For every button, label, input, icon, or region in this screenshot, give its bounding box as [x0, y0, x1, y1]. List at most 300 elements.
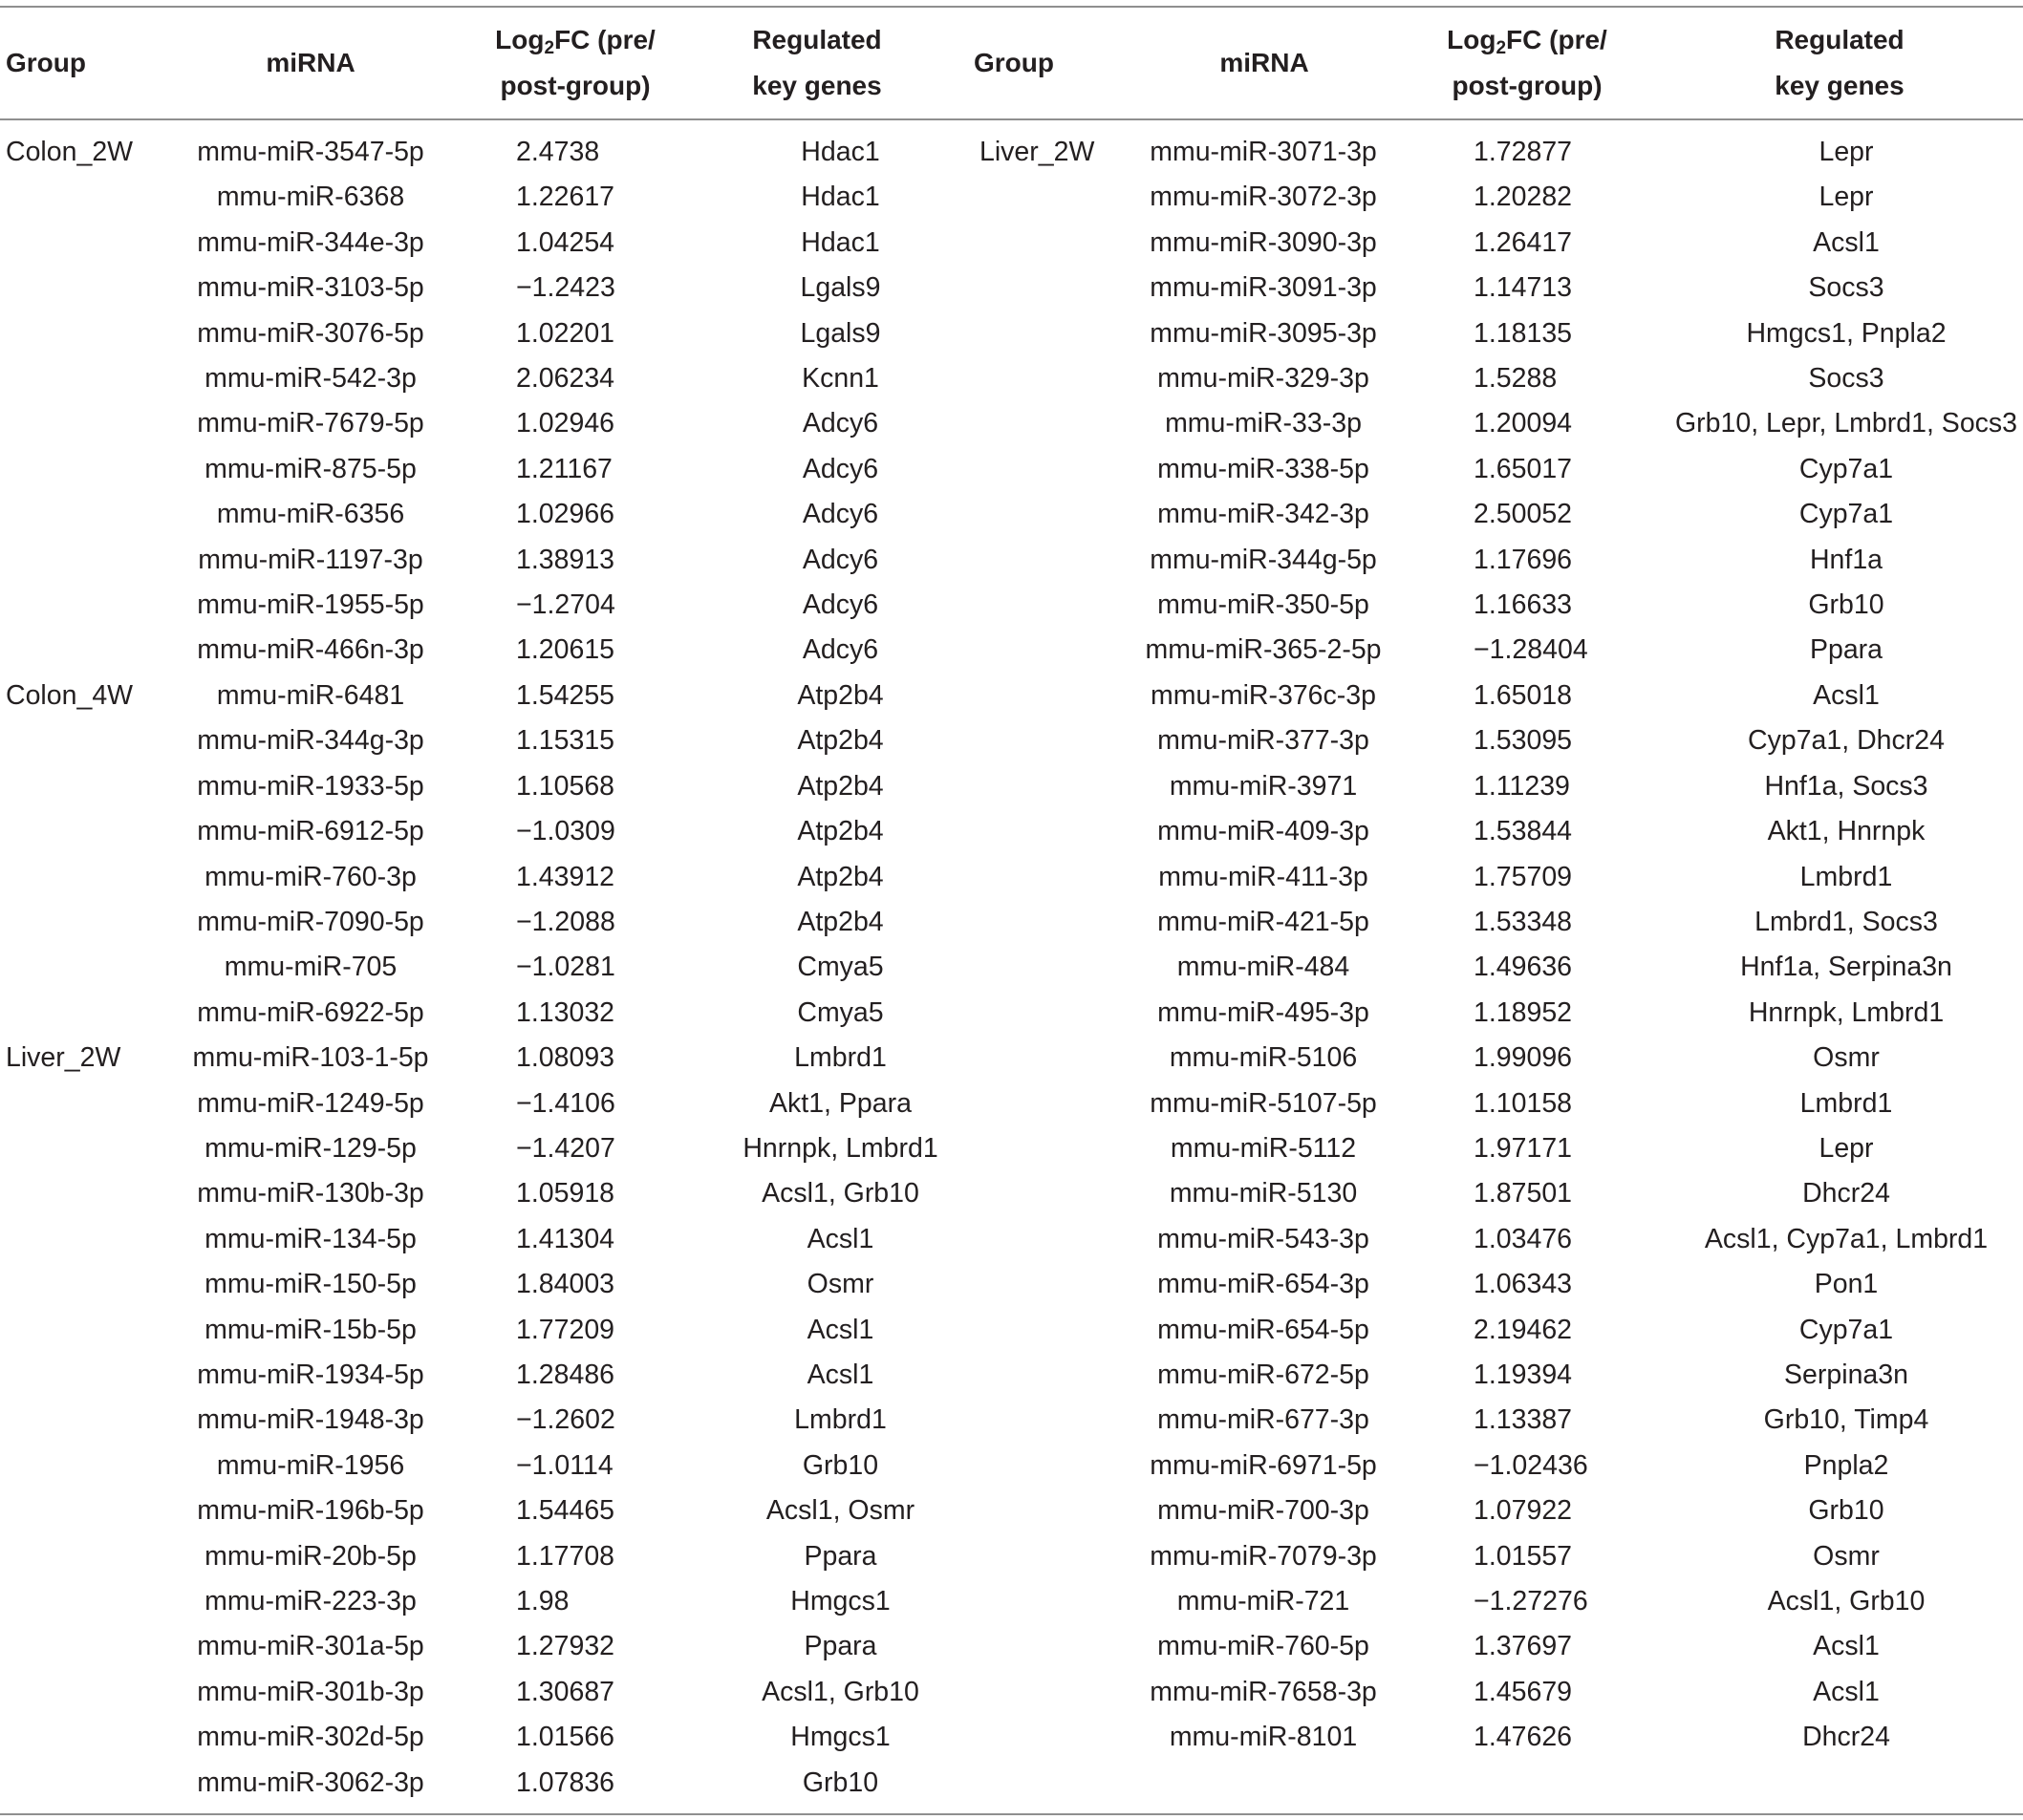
genes-cell: Acsl1 [1813, 1631, 1880, 1662]
group-cell [0, 311, 182, 356]
genes-cell: Grb10, Timp4 [1763, 1404, 1929, 1436]
table-row [0, 401, 2023, 446]
mirna-cell: mmu-miR-7090-5p [197, 906, 424, 937]
group-cell [0, 1171, 182, 1216]
group-cell [0, 221, 182, 266]
group-cell: Liver_2W [979, 137, 1095, 167]
genes-cell: Lmbrd1 [794, 1042, 887, 1074]
mirna-cell: mmu-miR-411-3p [1158, 861, 1368, 892]
log2fc-cell: 1.08093 [516, 1042, 615, 1074]
log2fc-cell: −1.2088 [516, 906, 615, 937]
log2fc-cell: 1.65017 [1474, 453, 1573, 484]
table-row [0, 1444, 2023, 1488]
mirna-cell: mmu-miR-1948-3p [197, 1404, 424, 1436]
log2fc-cell: 1.77209 [516, 1314, 615, 1345]
spacer-cell [1397, 311, 1474, 356]
genes-cell: Grb10 [802, 1449, 879, 1481]
genes-cell: Osmr [1813, 1042, 1880, 1074]
mirna-cell: mmu-miR-5112 [1170, 1132, 1357, 1164]
table-row [0, 1715, 2023, 1760]
genes-cell: Hnrnpk, Lmbrd1 [742, 1132, 938, 1164]
genes-cell: Hnf1a, Serpina3n [1740, 952, 1952, 983]
mirna-cell: mmu-miR-3095-3p [1150, 317, 1377, 349]
mirna-cell: mmu-miR-1955-5p [197, 589, 424, 621]
spacer-cell [1397, 1761, 1474, 1806]
genes-cell: Atp2b4 [797, 770, 884, 802]
mirna-cell: mmu-miR-196b-5p [197, 1495, 424, 1527]
group-cell [0, 1534, 182, 1579]
spacer-cell [1397, 718, 1474, 763]
genes-cell: Hmgcs1 [790, 1722, 891, 1753]
mirna-cell: mmu-miR-377-3p [1157, 725, 1369, 757]
genes-cell: Lgals9 [800, 272, 881, 304]
log2fc-cell: 1.19394 [1474, 1359, 1573, 1390]
spacer-cell [440, 175, 516, 220]
log2fc-cell: 1.10158 [1474, 1087, 1573, 1119]
spacer-cell [1397, 221, 1474, 266]
mirna-cell: mmu-miR-1249-5p [197, 1087, 424, 1119]
mirna-cell: mmu-miR-3072-3p [1150, 182, 1377, 213]
group-cell [0, 855, 182, 900]
spacer-cell [440, 1036, 516, 1081]
group-cell [0, 1715, 182, 1760]
group-cell [0, 809, 182, 854]
group-cell [974, 401, 1130, 446]
group-cell [0, 1670, 182, 1715]
genes-cell: Ppara [804, 1631, 877, 1662]
genes-cell: Acsl1 [807, 1223, 874, 1254]
group-cell [974, 1308, 1130, 1353]
spacer-cell [1397, 175, 1474, 220]
group-cell [0, 1624, 182, 1669]
spacer-cell [440, 1534, 516, 1579]
log2fc-cell: 1.01566 [516, 1722, 615, 1753]
mirna-cell: mmu-miR-344g-5p [1150, 544, 1377, 575]
log2fc-cell: −1.4207 [516, 1132, 615, 1164]
log2fc-cell: 1.20094 [1474, 408, 1573, 439]
genes-cell: Pnpla2 [1803, 1449, 1889, 1481]
mirna-cell: mmu-miR-7079-3p [1150, 1540, 1377, 1572]
group-cell [974, 1081, 1130, 1126]
spacer-cell [440, 1488, 516, 1533]
genes-cell: Atp2b4 [797, 679, 884, 711]
log2fc-cell: 2.4738 [516, 137, 600, 167]
spacer-cell [1397, 1036, 1474, 1081]
mirna-cell: mmu-miR-705 [224, 952, 398, 983]
mirna-cell: mmu-miR-654-3p [1157, 1269, 1369, 1300]
mirna-cell: mmu-miR-700-3p [1157, 1495, 1369, 1527]
log2fc-cell: 1.49636 [1474, 952, 1573, 983]
genes-cell: Osmr [807, 1269, 874, 1300]
spacer-cell [1397, 1534, 1474, 1579]
group-cell [974, 175, 1130, 220]
genes-cell: Adcy6 [802, 408, 879, 439]
genes-cell: Acsl1 [807, 1314, 874, 1345]
spacer-cell [1397, 1262, 1474, 1307]
mirna-cell: mmu-miR-421-5p [1157, 906, 1369, 937]
table-row [0, 130, 2023, 175]
mirna-cell: mmu-miR-542-3p [204, 363, 417, 395]
genes-cell: Hnrnpk, Lmbrd1 [1748, 996, 1945, 1028]
genes-cell: Atp2b4 [797, 816, 884, 847]
spacer-cell [440, 1715, 516, 1760]
group-cell: Liver_2W [6, 1042, 121, 1074]
log2fc-cell: 1.65018 [1474, 679, 1573, 711]
genes-cell: Grb10 [1808, 589, 1884, 621]
genes-cell: Adcy6 [802, 634, 879, 666]
spacer-cell [1397, 1081, 1474, 1126]
log2fc-cell: 1.07922 [1474, 1495, 1573, 1527]
table-row [0, 900, 2023, 945]
mirna-cell: mmu-miR-466n-3p [197, 634, 424, 666]
log2fc-cell: 1.21167 [516, 453, 613, 484]
spacer-cell [1397, 1398, 1474, 1443]
header-mirna-left: miRNA [266, 48, 355, 77]
log2fc-cell: −1.0281 [516, 952, 615, 983]
spacer-cell [440, 1761, 516, 1806]
mirna-cell: mmu-miR-875-5p [204, 453, 417, 484]
group-cell [974, 1761, 1130, 1806]
mirna-cell: mmu-miR-721 [1176, 1586, 1350, 1617]
mirna-cell: mmu-miR-672-5p [1157, 1359, 1369, 1390]
genes-cell: Hnf1a, Socs3 [1764, 770, 1928, 802]
table-row [0, 1353, 2023, 1398]
genes-cell: Hnf1a [1809, 544, 1883, 575]
spacer-cell [440, 401, 516, 446]
group-cell [0, 266, 182, 310]
spacer-cell [440, 447, 516, 492]
table-row [0, 718, 2023, 763]
log2fc-cell: 1.22617 [516, 182, 615, 213]
group-cell [974, 1398, 1130, 1443]
mirna-cell: mmu-miR-1197-3p [198, 544, 423, 575]
group-cell [974, 674, 1130, 718]
mirna-cell: mmu-miR-6481 [216, 679, 405, 711]
group-cell [0, 1217, 182, 1262]
group-cell [974, 1715, 1130, 1760]
group-cell [974, 1534, 1130, 1579]
group-cell [974, 538, 1130, 583]
group-cell [0, 991, 182, 1036]
mirna-table [0, 130, 2023, 1806]
table-row [0, 221, 2023, 266]
table-row [0, 538, 2023, 583]
group-cell [974, 266, 1130, 310]
log2fc-cell: −1.0114 [516, 1449, 613, 1481]
genes-cell: Lepr [1819, 182, 1874, 213]
header-genes-left: Regulated key genes [752, 25, 882, 100]
group-cell [974, 945, 1130, 990]
genes-cell: Cmya5 [797, 952, 884, 983]
group-cell [0, 1444, 182, 1488]
group-cell [974, 855, 1130, 900]
genes-cell: Hdac1 [801, 182, 880, 213]
spacer-cell [1397, 1670, 1474, 1715]
log2fc-cell: 1.07836 [516, 1766, 615, 1798]
genes-cell: Socs3 [1808, 272, 1884, 304]
genes-cell: Acsl1, Grb10 [762, 1178, 919, 1210]
genes-cell: Adcy6 [802, 499, 879, 530]
mirna-cell: mmu-miR-6971-5p [1150, 1449, 1377, 1481]
log2fc-cell: 1.26417 [1474, 226, 1573, 258]
mirna-cell: mmu-miR-223-3p [204, 1586, 417, 1617]
table-row [0, 1217, 2023, 1262]
log2fc-cell: 1.20282 [1474, 182, 1573, 213]
top-rule [0, 6, 2023, 8]
genes-cell: Cyp7a1 [1798, 1314, 1894, 1345]
genes-cell: Grb10, Lepr, Lmbrd1, Socs3 [1674, 408, 2018, 439]
group-cell [974, 1171, 1130, 1216]
log2fc-cell: 1.47626 [1474, 1722, 1573, 1753]
mirna-cell: mmu-miR-130b-3p [197, 1178, 424, 1210]
mirna-cell: mmu-miR-1934-5p [197, 1359, 424, 1390]
group-cell: Colon_2W [6, 137, 134, 167]
genes-cell: Hdac1 [801, 137, 880, 167]
table-row [0, 628, 2023, 673]
genes-cell: Lmbrd1 [1799, 1087, 1893, 1119]
table-row [0, 1126, 2023, 1171]
mirna-cell: mmu-miR-1956 [216, 1449, 405, 1481]
table-row [0, 311, 2023, 356]
group-cell [0, 538, 182, 583]
group-cell [0, 401, 182, 446]
genes-cell: Lgals9 [800, 317, 881, 349]
header-genes-right: Regulated key genes [1775, 25, 1905, 100]
log2fc-cell: −1.28404 [1474, 634, 1588, 666]
genes-cell: Hmgcs1, Pnpla2 [1746, 317, 1947, 349]
group-cell [974, 628, 1130, 673]
log2fc-cell: 1.38913 [516, 544, 615, 575]
spacer-cell [440, 1081, 516, 1126]
group-cell [0, 492, 182, 537]
log2fc-cell: −1.2602 [516, 1404, 615, 1436]
spacer-cell [440, 900, 516, 945]
mirna-cell: mmu-miR-3547-5p [197, 137, 424, 167]
spacer-cell [440, 356, 516, 401]
mirna-cell: mmu-miR-150-5p [204, 1269, 417, 1300]
log2fc-cell: −1.0309 [516, 816, 615, 847]
mirna-cell: mmu-miR-350-5p [1157, 589, 1369, 621]
genes-cell: Osmr [1813, 1540, 1880, 1572]
spacer-cell [440, 492, 516, 537]
genes-cell: Adcy6 [802, 544, 879, 575]
genes-cell: Grb10 [1808, 1495, 1884, 1527]
group-cell [974, 764, 1130, 809]
mirna-cell: mmu-miR-3971 [1169, 770, 1358, 802]
mirna-cell: mmu-miR-677-3p [1157, 1404, 1369, 1436]
group-cell [974, 1488, 1130, 1533]
genes-cell: Lmbrd1 [1799, 861, 1893, 892]
genes-cell: Atp2b4 [797, 861, 884, 892]
spacer-cell [440, 1126, 516, 1171]
group-cell [974, 1262, 1130, 1307]
table-row [0, 764, 2023, 809]
spacer-cell [440, 1579, 516, 1624]
log2fc-cell: 1.18135 [1474, 317, 1573, 349]
mirna-cell: mmu-miR-3103-5p [197, 272, 424, 304]
group-cell [974, 900, 1130, 945]
mirna-cell: mmu-miR-6912-5p [197, 816, 424, 847]
header-mirna-right: miRNA [1219, 48, 1309, 77]
spacer-cell [440, 1353, 516, 1398]
group-cell [0, 1488, 182, 1533]
log2fc-cell: −1.02436 [1474, 1449, 1588, 1481]
table-row [0, 1081, 2023, 1126]
spacer-cell [1397, 492, 1474, 537]
mirna-cell [1130, 1761, 1397, 1806]
genes-cell: Acsl1 [1813, 1676, 1880, 1707]
group-cell [0, 1081, 182, 1126]
spacer-cell [440, 764, 516, 809]
log2fc-cell: 2.06234 [516, 363, 615, 395]
bottom-rule [0, 1813, 2023, 1815]
spacer-cell [1397, 1444, 1474, 1488]
mirna-cell: mmu-miR-302d-5p [197, 1722, 424, 1753]
mirna-cell: mmu-miR-3071-3p [1150, 137, 1377, 167]
genes-cell: Socs3 [1808, 363, 1884, 395]
group-cell [0, 945, 182, 990]
spacer-cell [1397, 538, 1474, 583]
group-cell [974, 1217, 1130, 1262]
spacer-cell [1397, 1126, 1474, 1171]
group-cell [974, 718, 1130, 763]
group-cell [0, 628, 182, 673]
group-cell [974, 221, 1130, 266]
table-row [0, 175, 2023, 220]
mirna-cell: mmu-miR-6356 [216, 499, 405, 530]
log2fc-cell: 1.04254 [516, 226, 615, 258]
group-cell [0, 1308, 182, 1353]
spacer-cell [1397, 900, 1474, 945]
mirna-cell: mmu-miR-365-2-5p [1145, 634, 1382, 666]
spacer-cell [440, 1670, 516, 1715]
table-row [0, 1761, 2023, 1806]
genes-cell: Hdac1 [801, 226, 880, 258]
genes-cell: Acsl1, Cyp7a1, Lmbrd1 [1704, 1223, 1989, 1254]
genes-cell: Adcy6 [802, 589, 879, 621]
table-row [0, 1624, 2023, 1669]
table-body [0, 130, 2023, 1806]
table-row [0, 991, 2023, 1036]
spacer-cell [1397, 674, 1474, 718]
group-cell [0, 1761, 182, 1806]
group-cell [974, 1624, 1130, 1669]
spacer-cell [1397, 991, 1474, 1036]
genes-cell: Ppara [1809, 634, 1883, 666]
log2fc-cell: 1.28486 [516, 1359, 615, 1390]
genes-cell: Pon1 [1814, 1269, 1879, 1300]
log2fc-cell: 2.50052 [1474, 499, 1573, 530]
spacer-cell [1397, 356, 1474, 401]
table-row [0, 1308, 2023, 1353]
spacer-cell [1397, 1217, 1474, 1262]
group-cell [0, 583, 182, 628]
spacer-cell [1397, 1171, 1474, 1216]
mirna-cell: mmu-miR-5107-5p [1150, 1087, 1377, 1119]
genes-cell: Lepr [1819, 1132, 1874, 1164]
log2fc-cell: 1.75709 [1474, 861, 1573, 892]
mirna-cell: mmu-miR-543-3p [1157, 1223, 1369, 1254]
spacer-cell [1397, 1715, 1474, 1760]
log2fc-cell: 1.06343 [1474, 1269, 1573, 1300]
spacer-cell [1397, 764, 1474, 809]
spacer-cell [1397, 945, 1474, 990]
group-cell [974, 1579, 1130, 1624]
log2fc-cell: 1.02201 [516, 317, 615, 349]
log2fc-cell [1474, 1761, 1669, 1806]
group-cell [974, 447, 1130, 492]
mirna-cell: mmu-miR-6368 [216, 182, 405, 213]
spacer-cell [440, 991, 516, 1036]
spacer-cell [440, 311, 516, 356]
log2fc-cell: 1.11239 [1474, 770, 1570, 802]
log2fc-cell: 1.13387 [1474, 1404, 1573, 1436]
spacer-cell [440, 1308, 516, 1353]
mirna-cell: mmu-miR-3091-3p [1150, 272, 1377, 304]
genes-cell: Acsl1, Grb10 [1767, 1586, 1926, 1617]
genes-cell: Grb10 [802, 1766, 879, 1798]
table-row [0, 492, 2023, 537]
mirna-cell: mmu-miR-129-5p [204, 1132, 417, 1164]
spacer-cell [1397, 266, 1474, 310]
log2fc-cell: 1.13032 [516, 996, 615, 1028]
mirna-cell: mmu-miR-760-5p [1157, 1631, 1369, 1662]
spacer-cell [440, 809, 516, 854]
log2fc-cell: 1.43912 [516, 861, 615, 892]
genes-cell: Serpina3n [1784, 1359, 1908, 1390]
group-cell [0, 718, 182, 763]
header-log2fc-left: Log$_2$FC (pre/ post-group) [495, 25, 656, 100]
log2fc-cell: 1.17708 [516, 1540, 615, 1572]
genes-cell: Cyp7a1, Dhcr24 [1748, 725, 1945, 757]
group-cell [0, 175, 182, 220]
mirna-cell: mmu-miR-7679-5p [197, 408, 424, 439]
log2fc-cell: 1.37697 [1474, 1631, 1573, 1662]
mirna-cell: mmu-miR-7658-3p [1150, 1676, 1377, 1707]
table-row [0, 1171, 2023, 1216]
spacer-cell [1397, 1488, 1474, 1533]
mirna-cell: mmu-miR-134-5p [204, 1223, 417, 1254]
group-cell [0, 1126, 182, 1171]
genes-cell: Akt1, Ppara [769, 1087, 912, 1119]
mirna-cell: mmu-miR-3076-5p [197, 317, 424, 349]
mirna-cell: mmu-miR-654-5p [1157, 1314, 1369, 1345]
log2fc-cell: −1.2704 [516, 589, 615, 621]
log2fc-cell: 1.45679 [1474, 1676, 1573, 1707]
mirna-cell: mmu-miR-3062-3p [197, 1766, 424, 1798]
table-row [0, 1262, 2023, 1307]
log2fc-cell: 1.84003 [516, 1269, 615, 1300]
log2fc-cell: 1.18952 [1474, 996, 1573, 1028]
mirna-cell: mmu-miR-20b-5p [204, 1540, 417, 1572]
log2fc-cell: 1.16633 [1474, 589, 1573, 621]
mirna-cell: mmu-miR-344g-3p [197, 725, 424, 757]
spacer-cell [440, 1398, 516, 1443]
log2fc-cell: −1.27276 [1474, 1586, 1588, 1617]
spacer-cell [440, 1444, 516, 1488]
group-cell [0, 1398, 182, 1443]
table-row [0, 1670, 2023, 1715]
genes-cell: Cyp7a1 [1798, 453, 1894, 484]
genes-cell: Acsl1 [807, 1359, 874, 1390]
genes-cell: Adcy6 [802, 453, 879, 484]
mirna-cell: mmu-miR-338-5p [1157, 453, 1369, 484]
spacer-cell [440, 1171, 516, 1216]
mirna-cell: mmu-miR-5130 [1169, 1178, 1358, 1210]
genes-cell: Acsl1, Osmr [765, 1495, 915, 1527]
group-cell [974, 1353, 1130, 1398]
group-cell [0, 900, 182, 945]
